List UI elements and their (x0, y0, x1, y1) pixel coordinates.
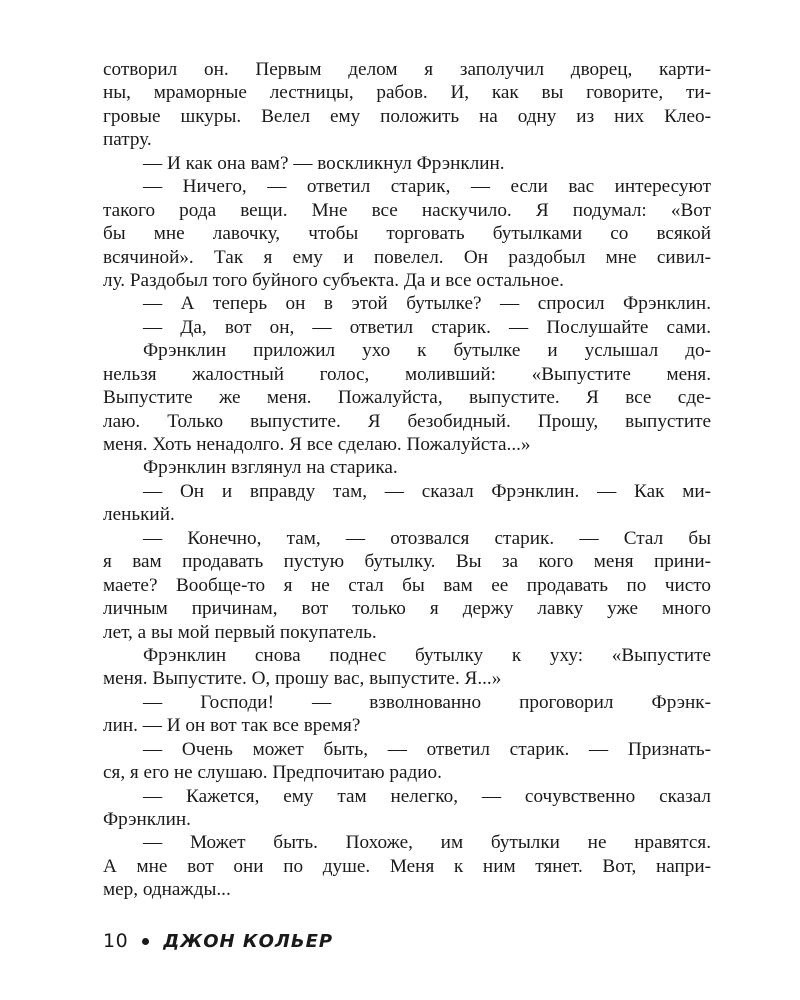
text-line: лет, а вы мой первый покупатель. (103, 621, 377, 643)
text-line: гровые шкуры. Велел ему положить на одну из них Клео- (103, 105, 711, 127)
text-line: — А теперь он в этой бутылке? — спросил Фрэнклин. (143, 293, 711, 315)
text-line: Фрэнклин взглянул на старика. (143, 457, 398, 479)
text-line: — Ничего, — ответил старик, — если вас интересуют (143, 176, 711, 198)
page-footer (103, 928, 333, 954)
text-line: Выпустите же меня. Пожалуйста, выпустите. Я все сде- (103, 387, 711, 409)
text-line: мер, однажды... (103, 879, 231, 901)
text-line: лаю. Только выпустите. Я безобидный. Прошу, выпустите (103, 410, 711, 432)
page-number: 10 (103, 930, 129, 952)
text-line: нельзя жалостный голос, моливший: «Выпустите меня. (103, 363, 711, 385)
running-footer-author: ДЖОН КОЛЬЕР (163, 930, 334, 952)
text-line: — Кажется, ему там нелегко, — сочувственно сказал (143, 785, 711, 807)
text-line: ленький. (103, 504, 175, 526)
text-line: Фрэнклин приложил ухо к бутылке и услышал до- (143, 340, 711, 362)
text-line: — Конечно, там, — отозвался старик. — Стал бы (143, 527, 711, 549)
bullet-separator-icon (142, 938, 149, 945)
text-line: Фрэнклин. (103, 809, 191, 830)
body-text (103, 58, 711, 902)
text-line: — Господи! — взволнованно проговорил Фрэнк- (143, 691, 711, 713)
text-line: ся, я его не слушаю. Предпочитаю радио. (103, 762, 442, 784)
text-line: личным причинам, вот только я держу лавку уже много (103, 598, 711, 620)
text-line: меня. Выпустите. О, прошу вас, выпустите. Я...» (103, 668, 502, 690)
text-line: — Он и вправду там, — сказал Фрэнклин. — Как ми- (143, 480, 711, 502)
text-line: маете? Вообще-то я не стал бы вам ее продавать по чисто (103, 574, 711, 596)
text-line: лин. — И он вот так все время? (103, 715, 361, 737)
text-line: ны, мраморные лестницы, рабов. И, как вы говорите, ти- (103, 82, 711, 104)
text-line: я вам продавать пустую бутылку. Вы за кого меня прини- (103, 551, 711, 573)
text-line: — Да, вот он, — ответил старик. — Послушайте сами. (143, 316, 711, 338)
text-line: — Очень может быть, — ответил старик. — Признать- (143, 738, 711, 760)
text-line: сотворил он. Первым делом я заполучил дворец, карти- (103, 59, 711, 80)
text-line: всячиной». Так я ему и повелел. Он раздобыл мне сивил- (103, 246, 711, 268)
text-line: — Может быть. Похоже, им бутылки не нравятся. (143, 832, 711, 854)
text-line: — И как она вам? — воскликнул Фрэнклин. (143, 152, 505, 174)
text-line: бы мне лавочку, чтобы торговать бутылками со всякой (103, 223, 711, 245)
text-line: лу. Раздобыл того буйного субъекта. Да и все остальное. (103, 269, 564, 291)
text-line: Фрэнклин снова поднес бутылку к уху: «Выпустите (143, 644, 711, 666)
text-line: А мне вот они по душе. Меня к ним тянет. Вот, напри- (103, 855, 711, 877)
text-line: такого рода вещи. Мне все наскучило. Я подумал: «Вот (103, 199, 711, 221)
text-line: патру. (103, 129, 152, 151)
text-line: меня. Хоть ненадолго. Я все сделаю. Пожалуйста...» (103, 434, 531, 455)
